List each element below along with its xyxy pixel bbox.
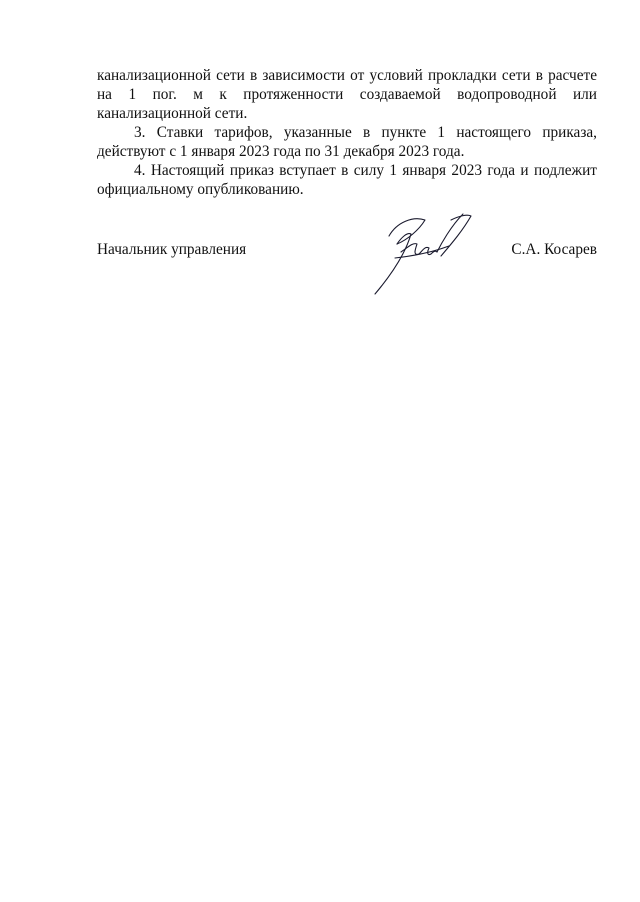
paragraph-item-4: 4. Настоящий приказ вступает в силу 1 января 2023 года и подлежит официальному опубликованию.: [97, 162, 597, 198]
paragraph-item-3: 3. Ставки тарифов, указанные в пункте 1 настоящего приказа, действуют с 1 января 2023 года по 31 декабря 2023 года.: [97, 124, 597, 160]
document-body: [97, 66, 597, 199]
signatory-position: Начальник управления: [97, 241, 247, 258]
signatory-name: С.А. Косарев: [511, 241, 597, 258]
signature-block: [97, 240, 597, 300]
paragraph-continuation: канализационной сети в зависимости от условий прокладки сети в расчете на 1 пог. м к протяженности создаваемой водопроводной или канализационной сети.: [97, 67, 597, 122]
handwritten-signature: [367, 208, 487, 298]
